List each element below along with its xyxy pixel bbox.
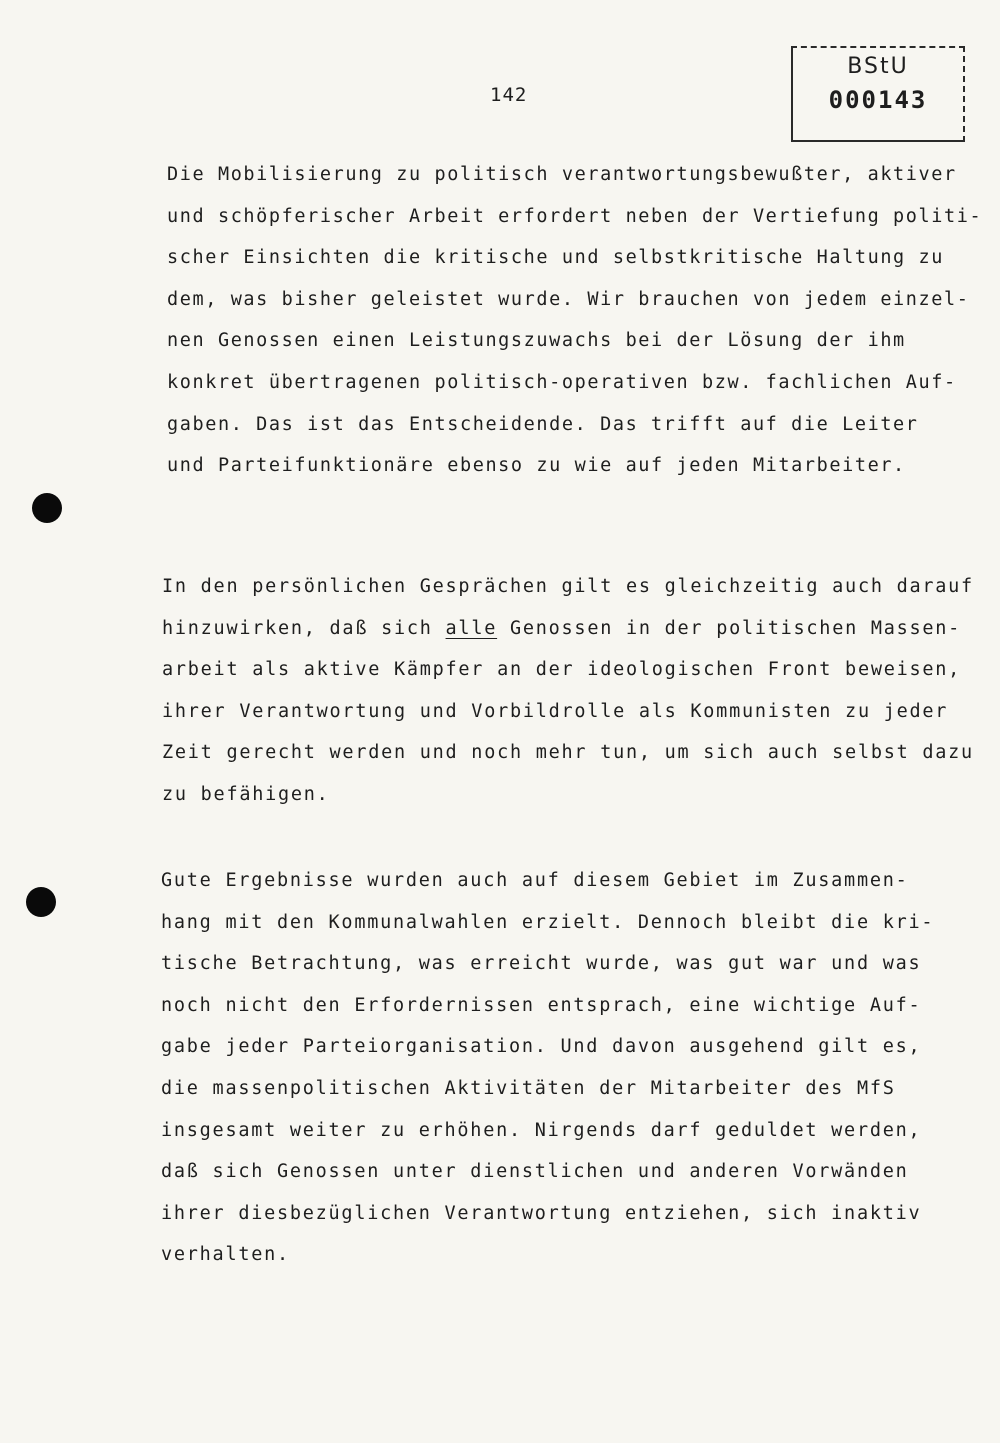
text-line: Gute Ergebnisse wurden auch auf diesem Gebiet im Zusammen-: [161, 870, 909, 891]
text-line: [162, 608, 974, 650]
text-line: ihrer Verantwortung und Vorbildrolle als Kommunisten zu jeder: [162, 700, 949, 722]
archive-stamp: [791, 46, 965, 142]
text-line: nen Genossen einen Leistungszuwachs bei der Lösung der ihm: [167, 330, 906, 352]
text-line: insgesamt weiter zu erhöhen. Nirgends darf geduldet werden,: [161, 1119, 922, 1141]
underlined-word: alle: [445, 617, 498, 639]
paragraph-2: [162, 566, 974, 816]
text-segment: Genossen in der politischen Massen-: [497, 617, 962, 639]
punch-hole: [32, 493, 62, 523]
text-line: die massenpolitischen Aktivitäten der Mitarbeiter des MfS: [161, 1077, 896, 1099]
text-line: hang mit den Kommunalwahlen erzielt. Dennoch bleibt die kri-: [161, 911, 935, 933]
text-line: und Parteifunktionäre ebenso zu wie auf jeden Mitarbeiter.: [167, 455, 906, 477]
text-line: daß sich Genossen unter dienstlichen und anderen Vorwänden: [161, 1161, 909, 1183]
text-line: dem, was bisher geleistet wurde. Wir brauchen von jedem einzel-: [167, 288, 970, 310]
text-line: zu befähigen.: [162, 783, 330, 805]
text-line: noch nicht den Erfordernissen entsprach, eine wichtige Auf-: [161, 994, 922, 1016]
text-line: verhalten.: [161, 1244, 290, 1266]
text-line: scher Einsichten die kritische und selbstkritische Haltung zu: [167, 247, 945, 269]
text-line: tische Betrachtung, was erreicht wurde, was gut war und was: [161, 953, 922, 975]
paragraph-1: [167, 154, 982, 487]
text-line: konkret übertragenen politisch-operativen bzw. fachlichen Auf-: [167, 371, 957, 393]
text-line: In den persönlichen Gesprächen gilt es gleichzeitig auch darauf: [162, 576, 974, 597]
paragraph-3: [161, 860, 934, 1276]
stamp-number: 000143: [828, 86, 928, 114]
stamp-agency: BStU: [847, 54, 909, 79]
text-line: Die Mobilisierung zu politisch verantwortungsbewußter, aktiver: [167, 164, 957, 185]
text-line: Zeit gerecht werden und noch mehr tun, um sich auch selbst dazu: [162, 742, 974, 764]
text-line: ihrer diesbezüglichen Verantwortung entziehen, sich inaktiv: [161, 1202, 922, 1224]
text-line: und schöpferischer Arbeit erfordert neben der Vertiefung politi-: [167, 205, 983, 227]
page-number: 142: [490, 84, 528, 106]
text-line: arbeit als aktive Kämpfer an der ideologischen Front beweisen,: [162, 659, 962, 681]
text-line: gaben. Das ist das Entscheidende. Das trifft auf die Leiter: [167, 413, 919, 435]
text-line: gabe jeder Parteiorganisation. Und davon ausgehend gilt es,: [161, 1036, 922, 1058]
punch-hole: [26, 887, 56, 917]
text-segment: hinzuwirken, daß sich: [162, 617, 446, 639]
